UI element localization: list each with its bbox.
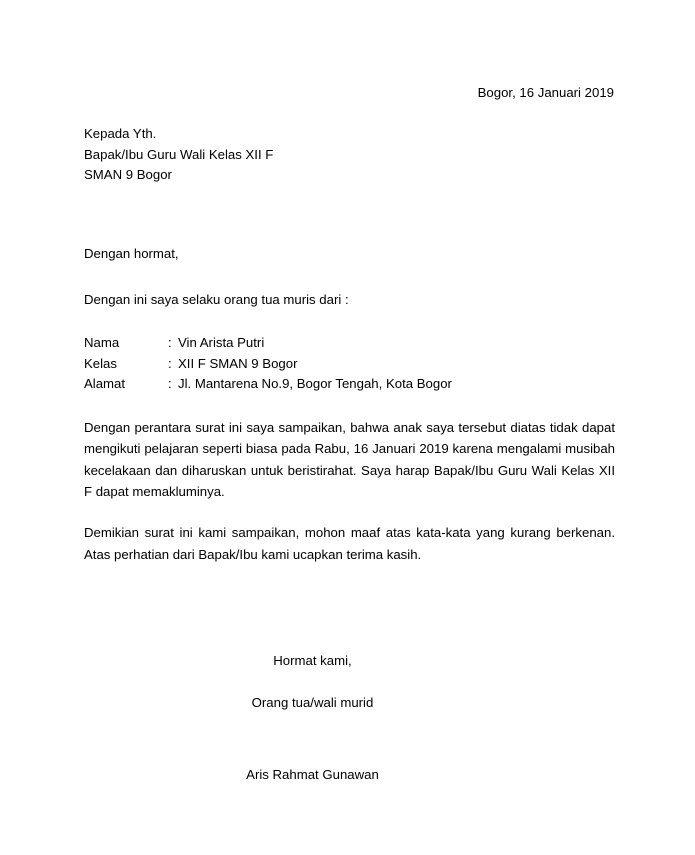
detail-value-kelas: XII F SMAN 9 Bogor (178, 355, 298, 371)
salutation: Dengan hormat, (84, 245, 179, 261)
intro-line: Dengan ini saya selaku orang tua muris dari : (84, 291, 349, 307)
closing-block (84, 651, 615, 784)
student-details-table (84, 333, 452, 394)
detail-separator-alamat: : (168, 376, 172, 392)
body-paragraph-2: Demikian surat ini kami sampaikan, mohon maaf atas kata-kata yang kurang berkenan. Atas perhatian dari Bapak/Ibu kami ucapkan terima kasih. (84, 525, 615, 562)
detail-separator-kelas: : (168, 355, 172, 371)
date-line: Bogor, 16 Januari 2019 (477, 85, 614, 100)
recipient-block (84, 124, 615, 185)
recipient-line-2: Bapak/Ibu Guru Wali Kelas XII F (84, 146, 274, 162)
closing-line-1: Hormat kami, (273, 653, 352, 669)
table-row (84, 333, 452, 353)
table-row (84, 354, 452, 374)
detail-separator-nama: : (168, 335, 172, 351)
detail-label-kelas: Kelas (84, 355, 117, 371)
detail-label-nama: Nama (84, 335, 120, 351)
detail-value-nama: Vin Arista Putri (178, 335, 265, 351)
signature-name: Aris Rahmat Gunawan (246, 766, 379, 782)
recipient-line-1: Kepada Yth. (84, 126, 157, 142)
detail-label-alamat: Alamat (84, 376, 126, 392)
detail-value-alamat: Jl. Mantarena No.9, Bogor Tengah, Kota Bogor (178, 376, 452, 392)
body-paragraph-1: Dengan perantara surat ini saya sampaikan, bahwa anak saya tersebut diatas tidak dapat mengikuti pelajaran seperti biasa pada Rabu, 16 Januari 2019 karena mengalami musibah kecelakaan dan diharuskan untuk beristirahat. Saya harap Bapak/Ibu Guru Wali Kelas XII F dapat memakluminya. (84, 419, 615, 499)
recipient-line-3: SMAN 9 Bogor (84, 167, 172, 183)
closing-inner (246, 651, 379, 784)
closing-line-2: Orang tua/wali murid (251, 694, 374, 710)
table-row (84, 374, 452, 394)
